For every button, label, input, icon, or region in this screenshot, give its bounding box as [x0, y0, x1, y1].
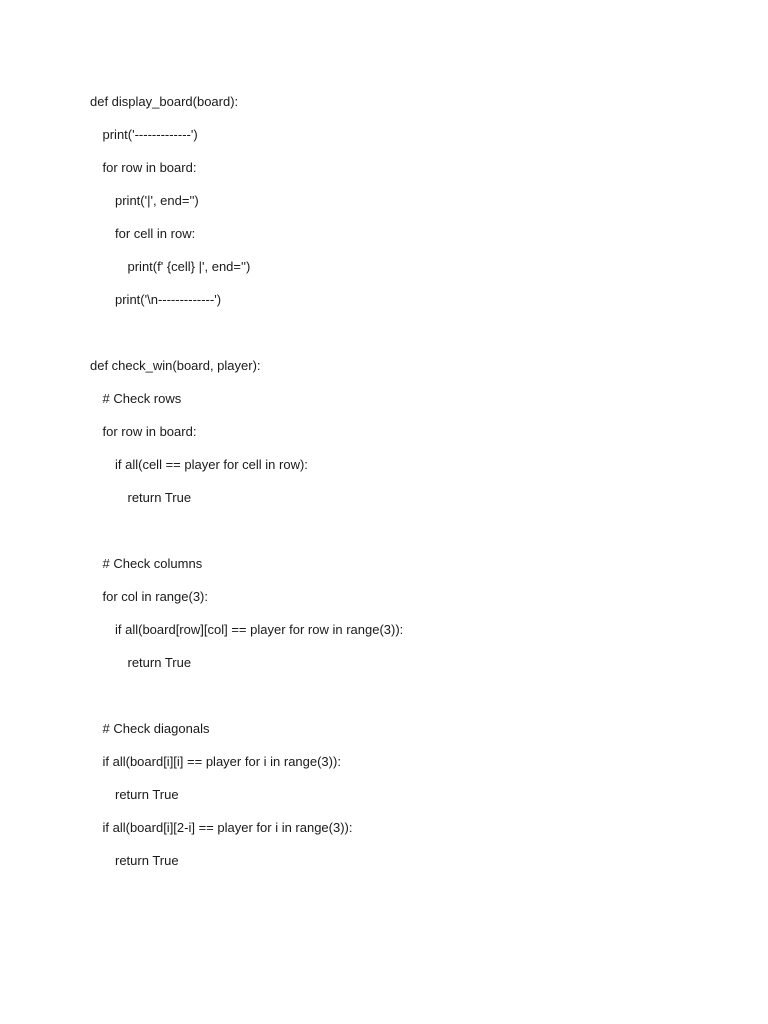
code-line: def display_board(board):	[90, 94, 239, 109]
code-line: return True	[115, 853, 179, 868]
code-line: for row in board:	[102, 424, 197, 439]
code-line: for row in board:	[102, 160, 197, 175]
code-line: if all(cell == player for cell in row):	[115, 457, 308, 472]
code-line: if all(board[i][i] == player for i in range(3)):	[102, 754, 341, 769]
code-line: for col in range(3):	[102, 589, 208, 604]
code-line: def check_win(board, player):	[90, 358, 261, 373]
code-line: for cell in row:	[115, 226, 196, 241]
blank-line	[90, 522, 730, 555]
code-line: # Check columns	[102, 556, 203, 571]
code-line: print('-------------')	[102, 127, 198, 142]
code-line: print('\n-------------')	[115, 292, 222, 307]
blank-line	[90, 687, 730, 720]
code-line: # Check rows	[102, 391, 182, 406]
code-line: return True	[115, 787, 179, 802]
code-line: print('|', end='')	[115, 193, 199, 208]
code-line: if all(board[i][2-i] == player for i in range(3)):	[102, 820, 353, 835]
blank-line	[90, 324, 730, 357]
code-line: return True	[127, 490, 192, 505]
code-line: return True	[127, 655, 192, 670]
code-line: print(f' {cell} |', end='')	[127, 259, 251, 274]
code-line: if all(board[row][col] == player for row in range(3)):	[115, 622, 404, 637]
code-block	[90, 93, 730, 885]
code-line: # Check diagonals	[102, 721, 210, 736]
